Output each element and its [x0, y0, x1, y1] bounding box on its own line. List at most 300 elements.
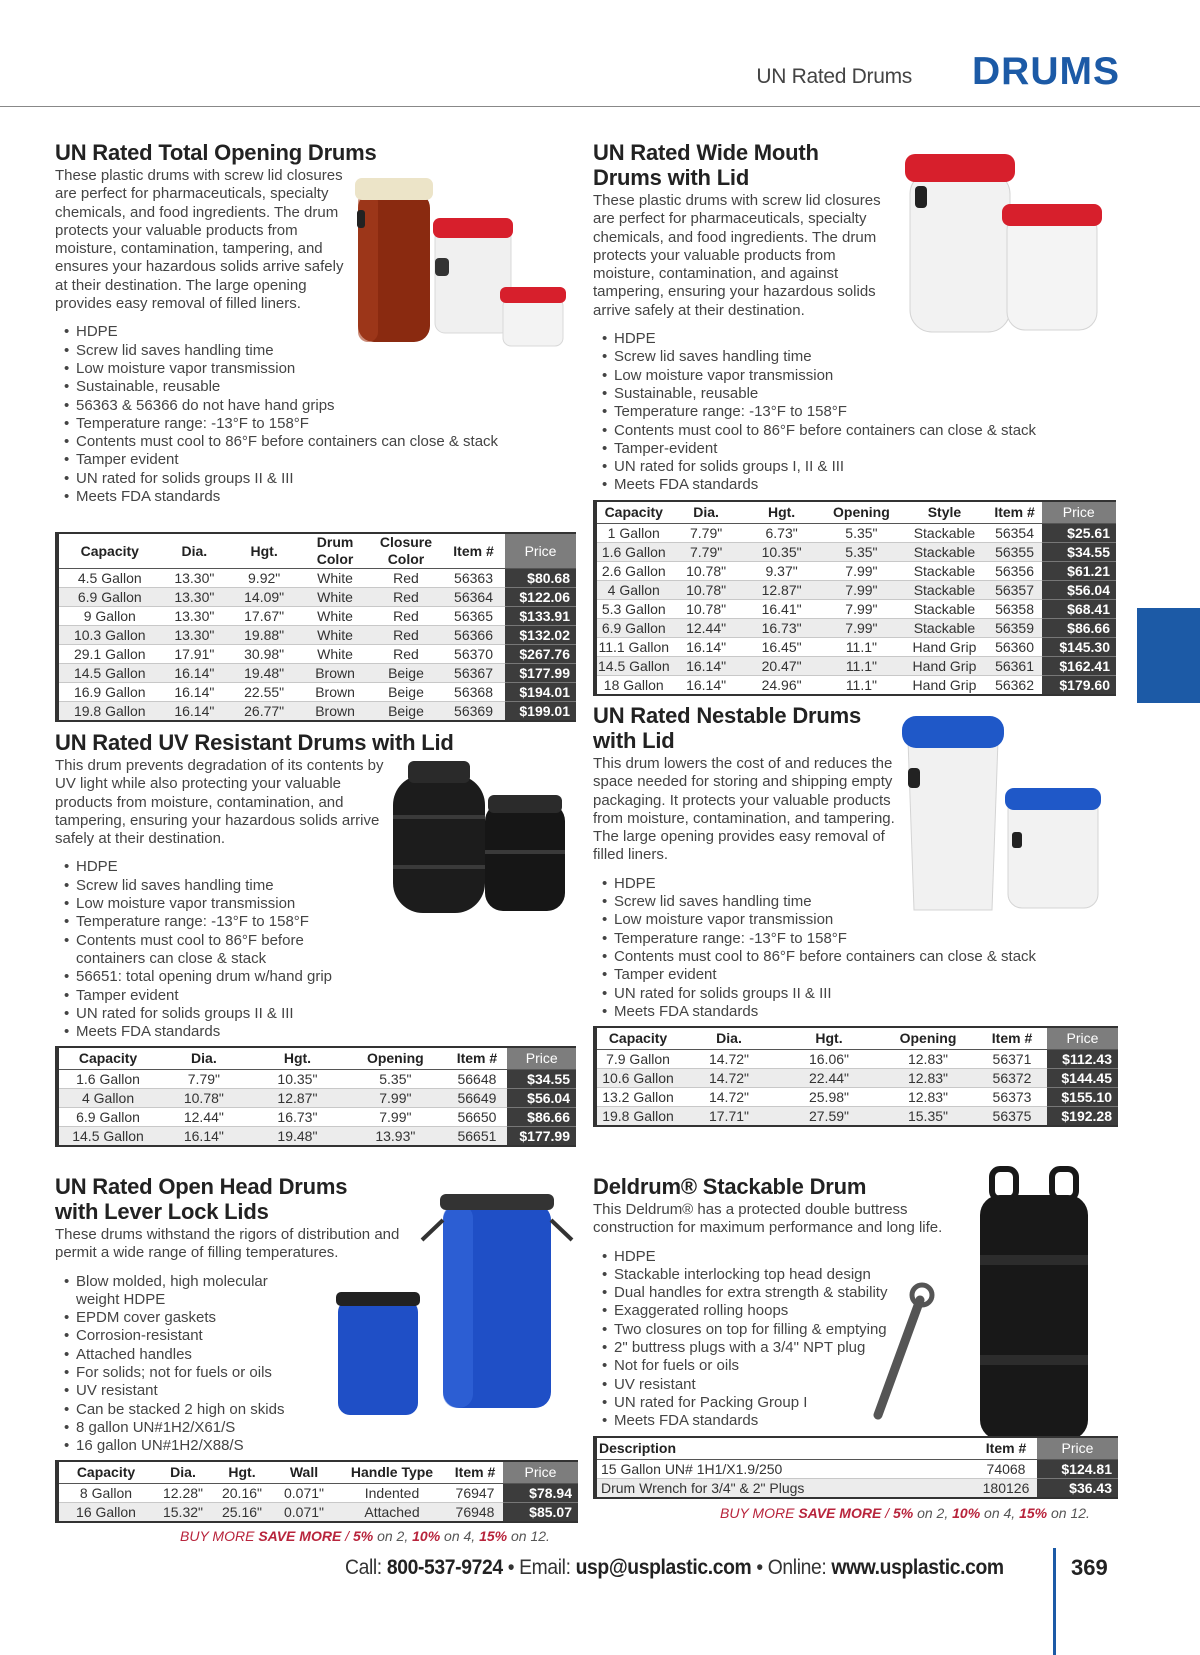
- column-header: Capacity: [595, 501, 671, 523]
- table-cell: 17.91": [161, 645, 229, 664]
- table-cell: 10.78": [157, 1088, 251, 1107]
- feature-item: • Two closures on top for filling & emptying: [602, 1321, 953, 1339]
- side-tab-marker: [1137, 608, 1200, 703]
- table-cell: 16.9 Gallon: [57, 683, 161, 702]
- call-label: Call:: [345, 1556, 387, 1579]
- feature-item: • Tamper evident: [602, 966, 1073, 984]
- column-header: Handle Type: [337, 1461, 447, 1483]
- price-cell: $132.02: [505, 626, 576, 645]
- column-header: Hgt.: [779, 1027, 879, 1049]
- feature-item: • Exaggerated rolling hoops: [602, 1302, 953, 1320]
- table-header-row: [595, 1437, 1118, 1459]
- price-cell: $36.43: [1037, 1478, 1118, 1498]
- table-cell: Beige: [370, 664, 442, 683]
- table-cell: 0.071": [271, 1502, 337, 1522]
- table-cell: 56357: [988, 580, 1042, 599]
- table-nestable-drums: [593, 1026, 1118, 1127]
- column-header: Dia.: [671, 501, 742, 523]
- table-cell: 24.96": [742, 675, 822, 695]
- table-cell: 76947: [447, 1483, 503, 1502]
- table-row: [595, 656, 1116, 675]
- feature-item: • 8 gallon UN#1H2/X61/S: [64, 1419, 295, 1437]
- feature-item: • For solids; not for fuels or oils: [64, 1364, 295, 1382]
- feature-item: • Low moisture vapor transmission: [64, 895, 340, 913]
- table-row: [595, 1068, 1118, 1087]
- table-row: [57, 645, 576, 664]
- table-cell: 25.98": [779, 1087, 879, 1106]
- table-row: [595, 1106, 1118, 1126]
- feature-item: • UN rated for solids groups I, II & III: [602, 458, 1073, 476]
- promo-buy-more-left: [180, 1528, 550, 1544]
- price-cell: $68.41: [1042, 599, 1116, 618]
- feature-item: • Low moisture vapor transmission: [602, 911, 1073, 929]
- price-cell: $122.06: [505, 588, 576, 607]
- price-cell: $124.81: [1037, 1459, 1118, 1478]
- feature-item: • UN rated for Packing Group I: [602, 1394, 953, 1412]
- table-cell: 10.6 Gallon: [595, 1068, 679, 1087]
- feature-item: • Screw lid saves handling time: [602, 348, 1073, 366]
- feature-item: • Screw lid saves handling time: [64, 877, 340, 895]
- table-cell: 16.45": [742, 637, 822, 656]
- feature-item: • Temperature range: -13°F to 158°F: [602, 930, 1073, 948]
- table-cell: 25.16": [213, 1502, 271, 1522]
- price-cell: $155.10: [1047, 1087, 1118, 1106]
- feature-item: • HDPE: [602, 875, 1073, 893]
- table-cell: 56363: [442, 569, 505, 588]
- column-header: Capacity: [595, 1027, 679, 1049]
- table-cell: 26.77": [228, 702, 300, 722]
- feature-list: [55, 858, 340, 1041]
- table-header-row: [57, 533, 576, 569]
- feature-item: • Tamper evident: [64, 451, 555, 469]
- table-cell: 56359: [988, 618, 1042, 637]
- table-cell: 12.44": [671, 618, 742, 637]
- price-cell: $133.91: [505, 607, 576, 626]
- table-cell: Drum Wrench for 3/4" & 2" Plugs: [595, 1478, 975, 1498]
- table-cell: 7.99": [822, 580, 902, 599]
- column-header: Hgt.: [228, 533, 300, 569]
- table-header-row: [595, 1027, 1118, 1049]
- column-header: Price: [1047, 1027, 1118, 1049]
- table-header-row: [595, 501, 1116, 523]
- feature-item: • Contents must cool to 86°F before containers can close & stack: [64, 932, 340, 969]
- table-cell: 9.37": [742, 561, 822, 580]
- table-cell: 6.73": [742, 523, 822, 542]
- price-cell: $34.55: [1042, 542, 1116, 561]
- table-cell: 56368: [442, 683, 505, 702]
- table-total-opening-drums: [55, 532, 576, 722]
- table-cell: 56650: [446, 1107, 507, 1126]
- promo-text: on 4,: [980, 1505, 1020, 1521]
- column-header: Price: [507, 1047, 576, 1069]
- table-row: [57, 1088, 576, 1107]
- feature-item: • Screw lid saves handling time: [602, 893, 1073, 911]
- table-cell: 56651: [446, 1126, 507, 1146]
- feature-item: • Meets FDA standards: [64, 488, 555, 506]
- phone-number[interactable]: 800-537-9724: [386, 1556, 503, 1579]
- column-header: Drum Color: [300, 533, 370, 569]
- section-description: This Deldrum® has a protected double buttress construction for maximum performance and long life.: [593, 1201, 943, 1237]
- table-cell: 12.87": [742, 580, 822, 599]
- table-cell: 19.48": [228, 664, 300, 683]
- table-row: [57, 1069, 576, 1088]
- table-cell: 19.8 Gallon: [595, 1106, 679, 1126]
- feature-item: • Sustainable, reusable: [602, 385, 1073, 403]
- feature-item: • Temperature range: -13°F to 158°F: [602, 403, 1073, 421]
- table-cell: 56367: [442, 664, 505, 683]
- footer-divider: [1053, 1548, 1056, 1655]
- table-cell: 16.14": [671, 656, 742, 675]
- table-row: [595, 675, 1116, 695]
- table-cell: 12.83": [879, 1068, 977, 1087]
- table-cell: Stackable: [901, 561, 987, 580]
- table-cell: 5.35": [344, 1069, 446, 1088]
- table-row: [595, 637, 1116, 656]
- feature-item: • Can be stacked 2 high on skids: [64, 1401, 295, 1419]
- price-cell: $86.66: [1042, 618, 1116, 637]
- column-header: Hgt.: [213, 1461, 271, 1483]
- table-cell: 16.14": [671, 675, 742, 695]
- promo-label: BUY MORE: [720, 1505, 799, 1521]
- price-cell: $112.43: [1047, 1049, 1118, 1068]
- feature-item: • HDPE: [602, 1248, 953, 1266]
- table-cell: 7.79": [157, 1069, 251, 1088]
- table-cell: 14.5 Gallon: [57, 664, 161, 683]
- total-opening-drums-image: [355, 170, 575, 360]
- feature-item: • Temperature range: -13°F to 158°F: [64, 415, 555, 433]
- table-cell: Red: [370, 607, 442, 626]
- table-cell: 74068: [975, 1459, 1037, 1478]
- price-cell: $177.99: [505, 664, 576, 683]
- table-wide-mouth-drums: [593, 500, 1116, 696]
- promo-pct: 10%: [952, 1505, 981, 1521]
- table-cell: 10.3 Gallon: [57, 626, 161, 645]
- table-cell: 22.44": [779, 1068, 879, 1087]
- feature-item: • Not for fuels or oils: [602, 1357, 953, 1375]
- section-description: These plastic drums with screw lid closures are perfect for pharmaceuticals, specialty chemicals, and food ingredients. The drum protects your valuable products from moisture, contamination, tampering, and ensures your hazardous solids arrive safely at their destination. The large opening provides easy removal of filled liners.: [55, 167, 344, 313]
- header-divider: [0, 106, 1200, 107]
- column-header: Price: [505, 533, 576, 569]
- table-cell: Stackable: [901, 599, 987, 618]
- table-row: [57, 1107, 576, 1126]
- column-header: Opening: [344, 1047, 446, 1069]
- table-cell: 8 Gallon: [57, 1483, 153, 1502]
- column-header: Opening: [879, 1027, 977, 1049]
- table-cell: 56365: [442, 607, 505, 626]
- table-cell: 7.99": [822, 561, 902, 580]
- table-cell: 6.9 Gallon: [595, 618, 671, 637]
- table-cell: 56364: [442, 588, 505, 607]
- table-cell: 10.78": [671, 561, 742, 580]
- table-cell: 56369: [442, 702, 505, 722]
- uv-resistant-drums-image: [390, 755, 580, 920]
- table-cell: 13.30": [161, 569, 229, 588]
- feature-item: • 16 gallon UN#1H2/X88/S: [64, 1437, 295, 1455]
- table-cell: 4.5 Gallon: [57, 569, 161, 588]
- table-cell: 29.1 Gallon: [57, 645, 161, 664]
- table-cell: 16.14": [161, 683, 229, 702]
- table-cell: Stackable: [901, 523, 987, 542]
- table-row: [595, 542, 1116, 561]
- table-cell: 13.2 Gallon: [595, 1087, 679, 1106]
- table-cell: 15 Gallon UN# 1H1/X1.9/250: [595, 1459, 975, 1478]
- price-cell: $194.01: [505, 683, 576, 702]
- feature-item: • HDPE: [602, 330, 1073, 348]
- table-cell: 9.92": [228, 569, 300, 588]
- table-cell: 11.1": [822, 637, 902, 656]
- table-cell: Attached: [337, 1502, 447, 1522]
- promo-sep: /: [341, 1528, 353, 1544]
- email-link[interactable]: usp@usplastic.com: [575, 1556, 752, 1579]
- feature-item: • 56363 & 56366 do not have hand grips: [64, 397, 555, 415]
- feature-item: • UV resistant: [64, 1382, 295, 1400]
- table-cell: 56372: [977, 1068, 1047, 1087]
- online-label: • Online:: [751, 1556, 832, 1579]
- section-title: UN Rated Wide Mouth Drums with Lid: [593, 140, 819, 190]
- table-cell: Hand Grip: [901, 637, 987, 656]
- table-cell: 16.14": [157, 1126, 251, 1146]
- price-cell: $192.28: [1047, 1106, 1118, 1126]
- table-cell: 16.73": [742, 618, 822, 637]
- table-cell: 30.98": [228, 645, 300, 664]
- table-open-head-drums: [55, 1460, 578, 1523]
- table-cell: 11.1 Gallon: [595, 637, 671, 656]
- table-row: [595, 580, 1116, 599]
- table-cell: 5.35": [822, 542, 902, 561]
- table-cell: 19.88": [228, 626, 300, 645]
- table-header-row: [57, 1047, 576, 1069]
- page-number: 369: [1071, 1555, 1108, 1580]
- column-header: Price: [1037, 1437, 1118, 1459]
- column-header: Hgt.: [251, 1047, 345, 1069]
- table-row: [595, 599, 1116, 618]
- price-cell: $56.04: [1042, 580, 1116, 599]
- table-cell: 11.1": [822, 675, 902, 695]
- table-cell: 12.83": [879, 1049, 977, 1068]
- table-row: [57, 702, 576, 722]
- table-cell: 20.47": [742, 656, 822, 675]
- table-cell: 10.78": [671, 580, 742, 599]
- table-cell: 56356: [988, 561, 1042, 580]
- column-header: Capacity: [57, 1047, 157, 1069]
- feature-item: • Meets FDA standards: [602, 1003, 1073, 1021]
- table-cell: Red: [370, 569, 442, 588]
- table-row: [57, 588, 576, 607]
- table-cell: Stackable: [901, 542, 987, 561]
- feature-item: • Sustainable, reusable: [64, 378, 555, 396]
- table-cell: 17.71": [679, 1106, 779, 1126]
- table-cell: 12.83": [879, 1087, 977, 1106]
- feature-item: • UN rated for solids groups II & III: [64, 1005, 340, 1023]
- promo-text: on 2,: [373, 1528, 413, 1544]
- table-row: [595, 1049, 1118, 1068]
- table-cell: Brown: [300, 683, 370, 702]
- feature-item: • Corrosion-resistant: [64, 1327, 295, 1345]
- column-header: Item #: [977, 1027, 1047, 1049]
- table-cell: 4 Gallon: [57, 1088, 157, 1107]
- table-cell: Stackable: [901, 580, 987, 599]
- table-cell: White: [300, 626, 370, 645]
- feature-item: • EPDM cover gaskets: [64, 1309, 295, 1327]
- column-header: Dia.: [161, 533, 229, 569]
- table-cell: 56370: [442, 645, 505, 664]
- table-cell: 56362: [988, 675, 1042, 695]
- deldrum-image: [860, 1165, 1110, 1445]
- table-cell: White: [300, 645, 370, 664]
- table-cell: 13.30": [161, 626, 229, 645]
- table-cell: 7.99": [822, 599, 902, 618]
- promo-buy-more-right: [720, 1505, 1090, 1521]
- price-cell: $162.41: [1042, 656, 1116, 675]
- table-cell: Indented: [337, 1483, 447, 1502]
- table-row: [595, 1087, 1118, 1106]
- table-cell: 16.73": [251, 1107, 345, 1126]
- table-cell: 12.87": [251, 1088, 345, 1107]
- table-cell: 56360: [988, 637, 1042, 656]
- section-title: UN Rated Nestable Drums with Lid: [593, 703, 862, 753]
- table-cell: Beige: [370, 702, 442, 722]
- table-cell: Hand Grip: [901, 675, 987, 695]
- feature-list: [55, 1273, 295, 1456]
- table-cell: Stackable: [901, 618, 987, 637]
- table-cell: 20.16": [213, 1483, 271, 1502]
- feature-item: • UN rated for solids groups II & III: [64, 470, 555, 488]
- table-cell: 1.6 Gallon: [57, 1069, 157, 1088]
- table-cell: Beige: [370, 683, 442, 702]
- promo-pct: 5%: [352, 1528, 374, 1544]
- table-cell: 4 Gallon: [595, 580, 671, 599]
- feature-item: • Attached handles: [64, 1346, 295, 1364]
- table-cell: 14.09": [228, 588, 300, 607]
- table-cell: 10.35": [251, 1069, 345, 1088]
- promo-pct: 5%: [892, 1505, 914, 1521]
- table-row: [595, 523, 1116, 542]
- table-cell: 6.9 Gallon: [57, 588, 161, 607]
- table-cell: 56371: [977, 1049, 1047, 1068]
- column-header: Dia.: [153, 1461, 213, 1483]
- price-cell: $80.68: [505, 569, 576, 588]
- table-cell: 1 Gallon: [595, 523, 671, 542]
- feature-item: • Meets FDA standards: [64, 1023, 340, 1041]
- table-row: [595, 618, 1116, 637]
- table-cell: 17.67": [228, 607, 300, 626]
- table-cell: Red: [370, 626, 442, 645]
- table-cell: 56366: [442, 626, 505, 645]
- table-cell: 15.35": [879, 1106, 977, 1126]
- table-cell: 1.6 Gallon: [595, 542, 671, 561]
- website-link[interactable]: www.usplastic.com: [831, 1556, 1004, 1579]
- column-header: Dia.: [679, 1027, 779, 1049]
- contact-footer: [345, 1556, 1004, 1580]
- column-header: Opening: [822, 501, 902, 523]
- table-cell: 12.44": [157, 1107, 251, 1126]
- table-row: [57, 626, 576, 645]
- table-cell: White: [300, 607, 370, 626]
- table-cell: Hand Grip: [901, 656, 987, 675]
- table-row: [57, 1126, 576, 1146]
- table-cell: 5.3 Gallon: [595, 599, 671, 618]
- price-cell: $177.99: [507, 1126, 576, 1146]
- promo-pct: 10%: [412, 1528, 441, 1544]
- table-cell: 0.071": [271, 1483, 337, 1502]
- table-cell: 14.72": [679, 1049, 779, 1068]
- feature-item: • Blow molded, high molecular weight HDPE: [64, 1273, 295, 1310]
- promo-pct: 15%: [1019, 1505, 1048, 1521]
- column-header: Wall: [271, 1461, 337, 1483]
- table-cell: 12.28": [153, 1483, 213, 1502]
- column-header: Item #: [975, 1437, 1037, 1459]
- price-cell: $86.66: [507, 1107, 576, 1126]
- column-header: Item #: [446, 1047, 507, 1069]
- table-cell: 13.93": [344, 1126, 446, 1146]
- feature-item: • Meets FDA standards: [602, 1412, 953, 1430]
- price-cell: $61.21: [1042, 561, 1116, 580]
- table-cell: 13.30": [161, 588, 229, 607]
- column-header: Description: [595, 1437, 975, 1459]
- table-cell: 16.14": [671, 637, 742, 656]
- table-cell: 56648: [446, 1069, 507, 1088]
- column-header: Capacity: [57, 1461, 153, 1483]
- price-cell: $34.55: [507, 1069, 576, 1088]
- nestable-drums-image: [898, 712, 1113, 917]
- table-cell: 2.6 Gallon: [595, 561, 671, 580]
- table-cell: 7.79": [671, 542, 742, 561]
- promo-label: BUY MORE: [180, 1528, 259, 1544]
- table-cell: 16.41": [742, 599, 822, 618]
- feature-item: • HDPE: [64, 323, 555, 341]
- table-cell: 7.99": [344, 1088, 446, 1107]
- table-cell: Brown: [300, 702, 370, 722]
- table-row: [595, 561, 1116, 580]
- table-cell: 56355: [988, 542, 1042, 561]
- table-cell: 16.14": [161, 702, 229, 722]
- table-cell: 16 Gallon: [57, 1502, 153, 1522]
- promo-emphasis: SAVE MORE: [258, 1528, 342, 1544]
- table-row: [57, 607, 576, 626]
- table-cell: Red: [370, 588, 442, 607]
- table-cell: 14.5 Gallon: [595, 656, 671, 675]
- section-title: UN Rated UV Resistant Drums with Lid: [55, 730, 454, 755]
- price-cell: $144.45: [1047, 1068, 1118, 1087]
- section-description: This drum lowers the cost of and reduces the space needed for storing and shipping empty packaging. It protects your valuable products from moisture, contamination, and tampering. The large opening provides easy removal of filled liners.: [593, 755, 895, 864]
- section-subtitle: UN Rated Drums: [756, 65, 912, 88]
- column-header: Item #: [447, 1461, 503, 1483]
- price-cell: $85.07: [503, 1502, 578, 1522]
- table-cell: 5.35": [822, 523, 902, 542]
- table-cell: 56361: [988, 656, 1042, 675]
- section-title: Deldrum® Stackable Drum: [593, 1174, 867, 1199]
- table-cell: 16.14": [161, 664, 229, 683]
- table-cell: 27.59": [779, 1106, 879, 1126]
- table-cell: 19.48": [251, 1126, 345, 1146]
- feature-item: • Low moisture vapor transmission: [64, 360, 555, 378]
- table-cell: 180126: [975, 1478, 1037, 1498]
- table-row: [595, 1478, 1118, 1498]
- table-cell: 7.99": [822, 618, 902, 637]
- feature-item: • Tamper-evident: [602, 440, 1073, 458]
- promo-pct: 15%: [479, 1528, 508, 1544]
- feature-item: • Temperature range: -13°F to 158°F: [64, 913, 340, 931]
- feature-item: • Contents must cool to 86°F before containers can close & stack: [602, 948, 1073, 966]
- price-cell: $199.01: [505, 702, 576, 722]
- table-cell: White: [300, 588, 370, 607]
- column-header: Hgt.: [742, 501, 822, 523]
- table-cell: Red: [370, 645, 442, 664]
- section-description: These plastic drums with screw lid closures are perfect for pharmaceuticals, specialty chemicals, and food ingredients. The drum protects your valuable products from moisture, contamination, and against tampering, ensuring your hazardous solids arrive safely at their destination.: [593, 192, 881, 319]
- feature-list: [593, 330, 1073, 495]
- column-header: Capacity: [57, 533, 161, 569]
- table-cell: 19.8 Gallon: [57, 702, 161, 722]
